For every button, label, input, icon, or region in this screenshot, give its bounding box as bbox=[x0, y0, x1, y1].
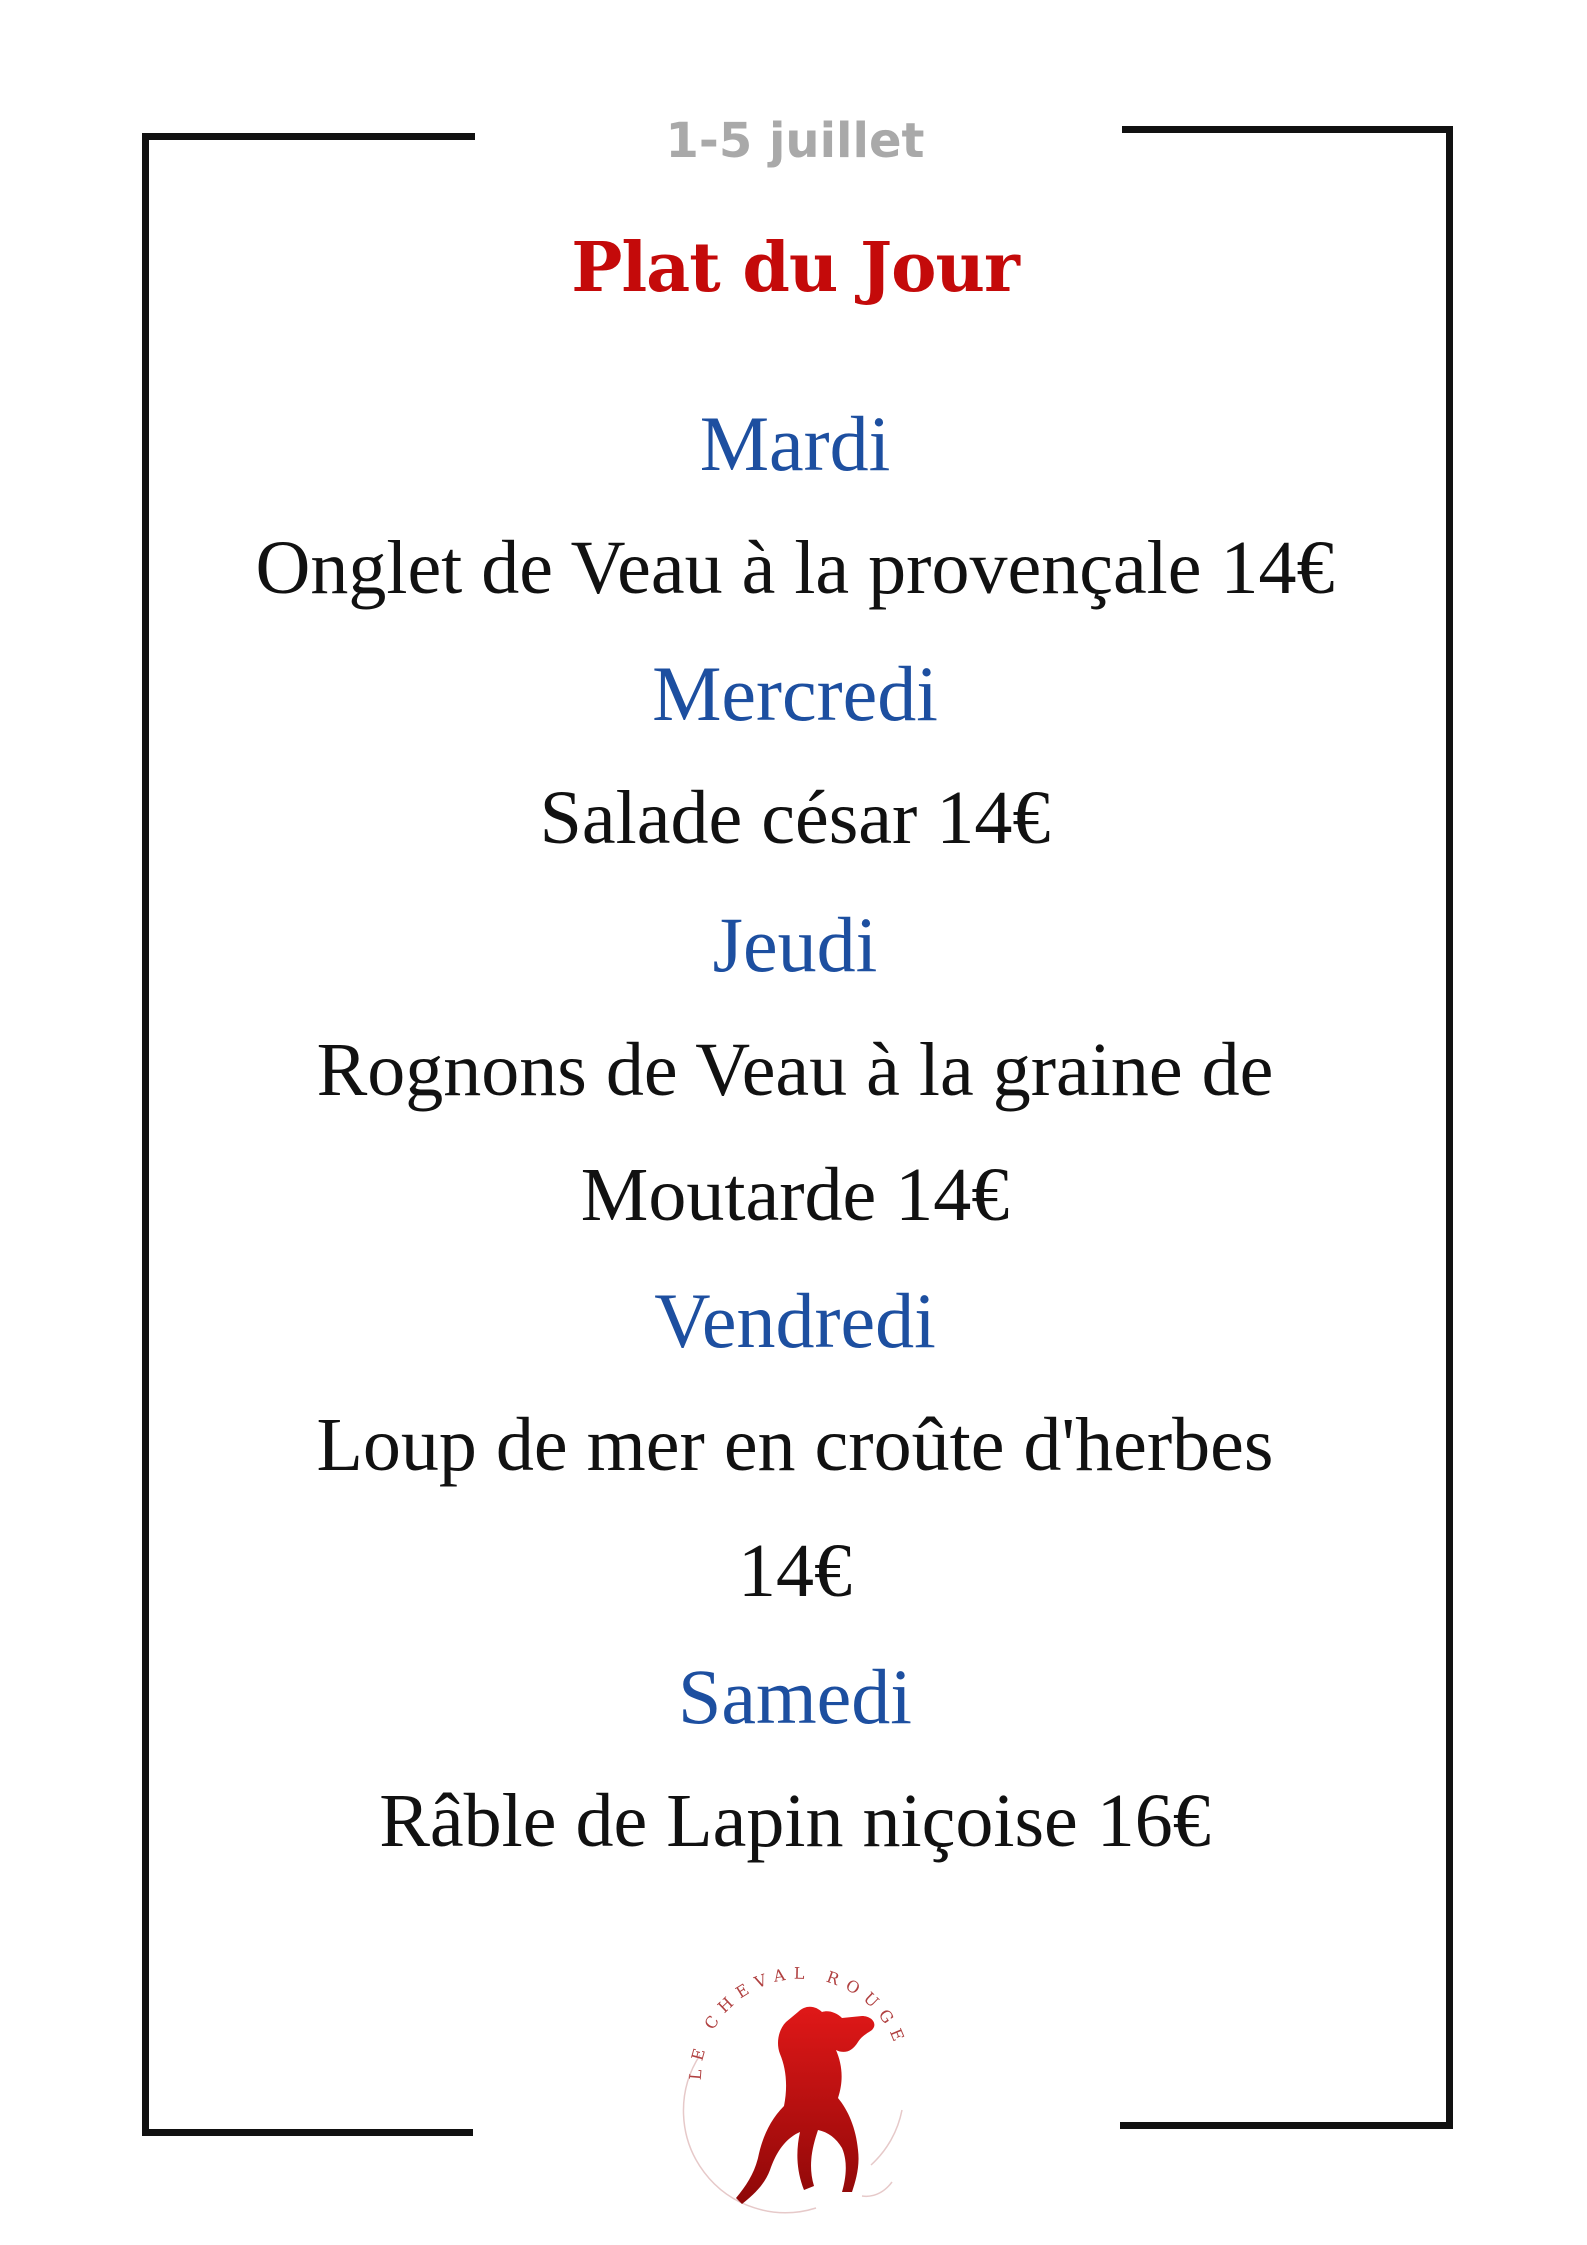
frame-left-line bbox=[142, 133, 149, 2136]
date-range: 1-5 juillet bbox=[665, 113, 925, 169]
day-label-mardi: Mardi bbox=[699, 400, 891, 487]
dish-mardi: Onglet de Veau à la provençale 14€ bbox=[255, 526, 1335, 610]
svg-text:LE CHEVAL ROUGE: LE CHEVAL ROUGE bbox=[685, 1963, 912, 2081]
day-label-vendredi: Vendredi bbox=[654, 1277, 936, 1364]
day-label-samedi: Samedi bbox=[678, 1653, 912, 1740]
dish-mercredi: Salade césar 14€ bbox=[539, 776, 1051, 860]
day-label-mercredi: Mercredi bbox=[652, 650, 938, 737]
dish-jeudi-line-1: Rognons de Veau à la graine de bbox=[316, 1028, 1274, 1112]
frame-bottom-left-line bbox=[142, 2129, 473, 2136]
dish-vendredi-line-2: 14€ bbox=[738, 1529, 852, 1613]
restaurant-logo bbox=[666, 1960, 926, 2230]
frame-right-line bbox=[1446, 126, 1453, 2129]
dish-vendredi-line-1: Loup de mer en croûte d'herbes bbox=[316, 1403, 1274, 1487]
day-label-jeudi: Jeudi bbox=[712, 901, 878, 988]
dish-jeudi-line-2: Moutarde 14€ bbox=[580, 1153, 1010, 1237]
frame-bottom-right-line bbox=[1120, 2122, 1453, 2129]
dish-samedi: Râble de Lapin niçoise 16€ bbox=[379, 1779, 1211, 1863]
rearing-horse-icon bbox=[666, 1960, 926, 2230]
page-title: Plat du Jour bbox=[571, 228, 1019, 308]
